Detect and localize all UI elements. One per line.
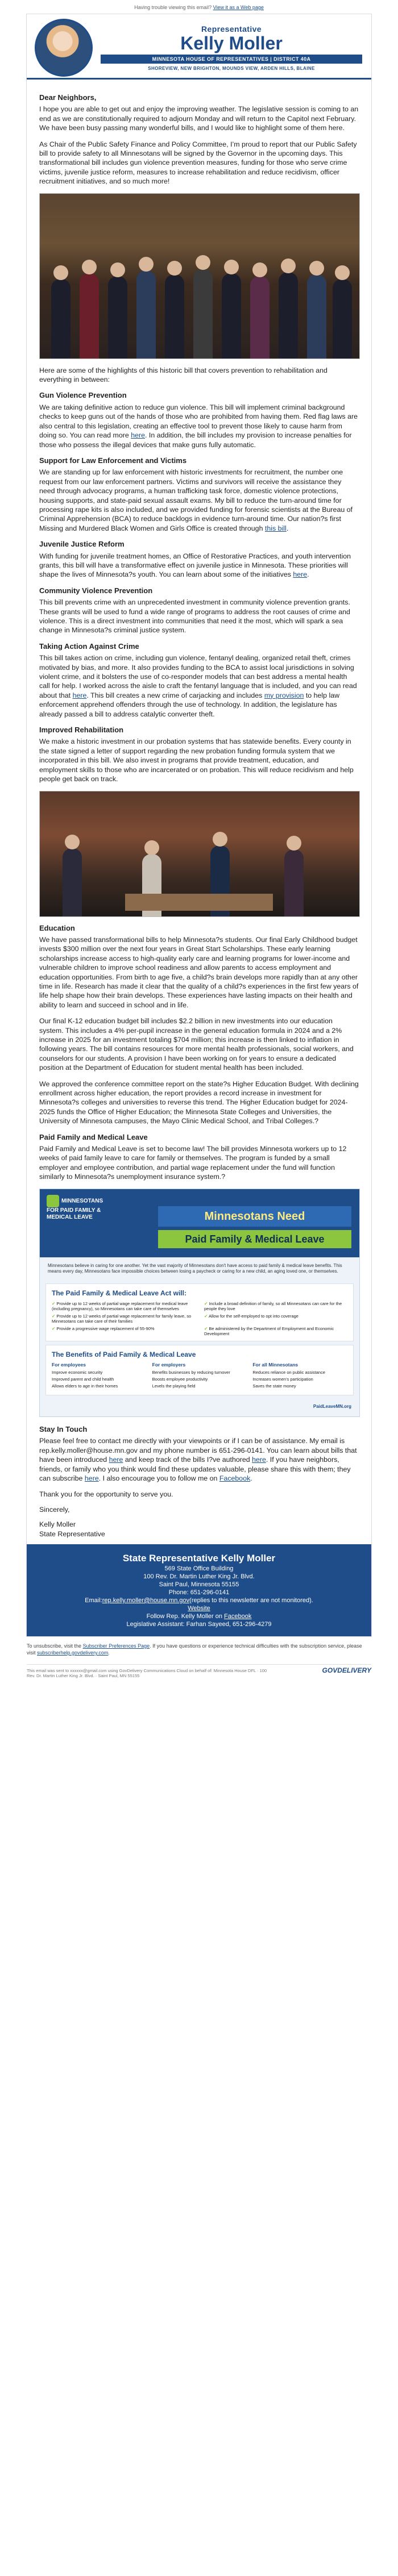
footer-email-label: Email: — [85, 1597, 102, 1604]
pfml-need-title: Minnesotans Need — [158, 1206, 351, 1227]
bill-signing-photo — [39, 791, 360, 917]
footer-title: State Representative Kelly Moller — [122, 1552, 276, 1564]
thanks-line: Thank you for the opportunity to serve you. — [39, 1490, 173, 1499]
signature-name: Kelly Moller — [39, 1520, 76, 1529]
rehab-paragraph: We make a historic investment in our probation systems that has statewide benefits. Every county in the state signed a letter of support regarding the new probation funding formula system that we incorporated in this bill. We also invest in programs that provide treatment, education, and employment skills to those who are incarcerated or on probation. This will reduce recidivism and help people get back on track. — [39, 737, 354, 783]
pfml-intro: Minnesotans believe in caring for one another. Yet the vast majority of Minnesotans don't have access to paid family & medical leave benefits. This means every day, Minnesotans face impossible choices between losing a paycheck or caring for a new child, an aging loved one, or themselves. — [48, 1262, 342, 1274]
paid-leave-infographic — [39, 1189, 360, 1417]
footer-email-line — [32, 1597, 366, 1604]
pfml-act-section — [45, 1283, 354, 1341]
header-cities: SHOREVIEW, NEW BRIGHTON, MOUNDS VIEW, ARDEN HILLS, BLAINE — [148, 66, 315, 71]
stay-text-3: . If you have neighbors, friends, or family who you think would find these updates valuable, please share this with them; they can subscribe — [39, 1456, 351, 1482]
gun-text-2: . In addition, the bill includes my provision to increase penalties for those who possess the illegal devices that make guns fully automatic. — [39, 431, 352, 449]
preheader — [0, 0, 398, 14]
footer-facebook-link[interactable]: Facebook — [224, 1612, 252, 1620]
stay-text-4: . I also encourage you to follow me on — [98, 1474, 218, 1482]
gun-violence-heading: Gun Violence Prevention — [39, 391, 127, 400]
enforcement-bill-link[interactable]: this bill — [264, 524, 287, 532]
fentanyl-link[interactable]: here — [72, 691, 87, 699]
footer-email-note: (replies to this newsletter are not monitored). — [189, 1597, 313, 1604]
community-heading: Community Violence Prevention — [39, 586, 153, 595]
subscribe-link[interactable]: here — [84, 1474, 99, 1482]
benefit-item: Boosts employee productivity — [152, 1377, 208, 1382]
govdelivery-logo: GOVDELIVERY — [322, 1666, 371, 1674]
juvenile-text: With funding for juvenile treatment homes, an Office of Restorative Practices, and youth intervention grants, this bill will have a transformative effect on juvenile justice in Minnesota. These priorities will shape the lives of Minnesota?s youth. You can learn about some of the initiatives — [39, 552, 351, 579]
pfml-benefits-section — [45, 1345, 354, 1395]
unsubscribe-note: To unsubscribe, visit the Subscriber Preferences Page. If you have questions or experience technical difficulties with the subscription service, please visit subscriberhelp.govdelivery.com. — [27, 1643, 362, 1656]
benefit-item: Increases women's participation — [252, 1377, 313, 1382]
benefit-column — [152, 1362, 247, 1390]
pfml-act-item: ✔ Provide up to 12 weeks of partial wage replacement for medical leave (including pregnancy), so Minnesotans can take care of themselves — [52, 1301, 195, 1311]
stay-in-touch-paragraph — [39, 1436, 359, 1483]
crime-text-2: . This bill creates a new crime of carjacking and includes — [86, 691, 263, 699]
newsletter-body — [27, 80, 371, 1544]
crime-text-3: to help law enforcement apprehend offenders through the use of technology. In addition, the legislature has already passed a bill to address catalytic converter theft. — [39, 691, 340, 718]
leave-heading: Paid Family and Medical Leave — [39, 1132, 148, 1141]
community-paragraph: This bill prevents crime with an unprecedented investment in community violence prevention grants. These grants will be used to fund a wide range of programs to address the root causes of crime and violence. This is a direct investment into communities that need it the most, which will spark a sea change in Minnesota?s criminal justice system. — [39, 598, 350, 635]
public-safety-paragraph: As Chair of the Public Safety Finance and Policy Committee, I’m proud to report that our Public Safety bill to provide safety to all Minnesotans will be signed by the Governor in the upcoming days. This transformational bill includes gun violence prevention measures, funding for those who serve crime victims, juvenile justice reform, measures to increase rehabilitation and reduce recidivism, officer recruitment initiatives, and so much more! — [39, 140, 357, 186]
legal-line-1: This email was sent to xxxxxx@gmail.com using GovDelivery Communications Cloud on behalf of: Minnesota House DFL · 100 — [27, 1668, 267, 1673]
provision-link[interactable]: my provision — [264, 691, 304, 699]
juvenile-paragraph — [39, 552, 359, 580]
benefit-column-title: For all Minnesotans — [252, 1362, 298, 1368]
header-district: MINNESOTA HOUSE OF REPRESENTATIVES | DISTRICT 40A — [101, 55, 362, 64]
header-name: Kelly Moller — [180, 33, 283, 53]
gun-read-more-link[interactable]: here — [131, 431, 146, 440]
infographic-banner — [40, 1189, 359, 1257]
pfml-act-title: The Paid Family & Medical Leave Act will: — [52, 1289, 186, 1297]
stay-text-5: . — [250, 1474, 252, 1482]
pfml-act-list — [52, 1301, 347, 1336]
benefit-column — [52, 1362, 147, 1390]
benefit-column-title: For employers — [152, 1362, 186, 1368]
gun-text: We are taking definitive action to reduce gun violence. This bill will implement criminal background checks to keep guns out of the hands of those who are prohibited from having them. Red flag laws are also central to this legislation, creating an effective tool to prevent those likely to cause harm from doing so. You can read more — [39, 403, 358, 440]
legal-line-2: Rev. Dr. Martin Luther King Jr. Blvd. · Saint Paul, MN 55155 — [27, 1673, 140, 1678]
enforcement-text: We are standing up for law enforcement with historic investments for recruitment, the number one request from our law enforcement partners. Victims and survivors will receive the assistance they need through advocacy programs, a human trafficking task force, domestic violence protections, housing supports, and state-paid sexual assault exams. My bill to reduce the turn-around time for processing rape kits is also included, and we provided funding for forensic scientists at the Bureau of Criminal Apprehension (BCA) to reduce backlogs in evidence turn-around time. Our nation?s first Missing and Murdered Black Women and Girls Office is created through — [39, 468, 353, 532]
benefit-column — [252, 1362, 347, 1390]
crime-paragraph — [39, 653, 359, 719]
crime-text: This bill takes action on crime, including gun violence, fentanyl dealing, organized retail theft, crimes motivated by bias, and more. It also provides funding to the BCA to assist local jurisdictions in solving violent crime, and it bolsters the use of co-responder models that can best address a mental health call for help. I worked across the aisle to craft the fentanyl language that is included, and you can read about that — [39, 654, 357, 699]
subscriber-preferences-link[interactable]: Subscriber Preferences Page — [82, 1643, 150, 1649]
education-paragraph-2: Our final K-12 education budget bill includes $2.2 billion in new investments into our education system. This includes a 4% per-pupil increase in the general education formula in 2024 and a 2% increase in 2025 for an investment totaling $704 million; this increase is then linked to inflation in following years. The bill contains resources for more mental health professionals, social workers, and counselors for our students. A provision I have been working on for years to ensure a dedicated position at the Department of Education for student mental health has been included. — [39, 1017, 354, 1072]
pfml-act-item: ✔ Allow for the self-employed to opt into coverage — [204, 1314, 347, 1324]
crime-heading: Taking Action Against Crime — [39, 641, 139, 651]
enforcement-text-2: . — [286, 524, 289, 532]
footer-follow-text: Follow Rep. Kelly Moller on — [146, 1612, 222, 1620]
footer-street: 100 Rev. Dr. Martin Luther King Jr. Blvd. — [143, 1573, 255, 1580]
pfml-logo-text: MINNESOTANS FOR PAID FAMILY & MEDICAL LEAVE — [47, 1198, 103, 1220]
email-container — [26, 14, 372, 1637]
representative-portrait — [35, 19, 93, 77]
footer-city: Saint Paul, Minnesota 55155 — [159, 1581, 239, 1588]
stay-text: Please feel free to contact me directly with your viewpoints or if I can be of assistance. My email is rep.kelly.moller@house.mn.gov and my phone number is 651-296-0141. You can learn about bills that have been introduced — [39, 1437, 357, 1464]
benefit-item: Improve economic security — [52, 1370, 103, 1375]
juvenile-link[interactable]: here — [293, 570, 308, 579]
stay-in-touch-heading: Stay In Touch — [39, 1424, 88, 1433]
highlights-intro: Here are some of the highlights of this historic bill that covers prevention to rehabilitation and everything in between: — [39, 366, 327, 384]
benefit-item: Reduces reliance on public assistance — [252, 1370, 325, 1375]
group-photo — [39, 193, 360, 359]
gun-violence-paragraph — [39, 403, 359, 449]
view-web-link[interactable]: View it as a Web page — [213, 5, 264, 10]
header-text — [101, 24, 362, 71]
unsub-text: To unsubscribe, visit the — [27, 1643, 82, 1649]
footer-follow-line — [32, 1612, 366, 1620]
pfml-act-item: ✔ Include a broad definition of family, so all Minnesotans can care for the people they love — [204, 1301, 347, 1311]
footer-email-link[interactable]: rep.kelly.moller@house.mn.gov — [102, 1597, 190, 1604]
footer-legislative-assistant: Legislative Assistant: Farhan Sayeed, 651-296-4279 — [126, 1620, 272, 1628]
footer-phone: Phone: 651-296-0141 — [168, 1589, 230, 1596]
unsub-text-2: . If you have questions or experience technical difficulties with the subscription service, please visit — [27, 1643, 362, 1656]
stay-text-2: and keep track of the bills I?ve authored — [125, 1456, 250, 1464]
intro-paragraph: I hope you are able to get out and enjoy the improving weather. The legislative session is coming to an end as we are constitutionally required to adjourn Monday and will return to the Capitol next February. We have been busy passing many wonderful bills, and I would like to highlight some of them here. — [39, 105, 359, 132]
header-role: Representative — [201, 24, 262, 34]
signature-block — [39, 1490, 359, 1539]
rehab-heading: Improved Rehabilitation — [39, 726, 124, 735]
newsletter-header — [27, 14, 371, 80]
legal-footer — [27, 1664, 371, 1678]
pfml-act-item: ✔ Provide up to 12 weeks of partial wage replacement for family leave, so Minnesotans can take care of their families — [52, 1314, 195, 1324]
benefit-item: Saves the state money — [252, 1383, 296, 1389]
benefit-item: Allows elders to age in their homes — [52, 1383, 118, 1389]
benefit-column-title: For employees — [52, 1362, 86, 1368]
signature-title: State Representative — [39, 1529, 105, 1538]
pfml-main-title: Paid Family & Medical Leave — [158, 1230, 351, 1248]
education-heading: Education — [39, 923, 75, 932]
facebook-link[interactable]: Facebook — [219, 1474, 251, 1482]
closing-line: Sincerely, — [39, 1505, 70, 1514]
subscriber-help-link[interactable]: subscriberhelp.govdelivery.com — [37, 1649, 109, 1656]
benefit-item: Benefits businesses by reducing turnover — [152, 1370, 230, 1375]
enforcement-paragraph — [39, 468, 359, 533]
leave-paragraph: Paid Family and Medical Leave is set to become law! The bill provides Minnesota workers up to 12 weeks of paid family leave to care for family or themselves. The program is funded by a small employer and employee contribution, and partial wage replacement under the fund will function similarly to Minnesota?s unemployment insurance system.? — [39, 1145, 347, 1181]
pfml-benefits-title: The Benefits of Paid Family & Medical Leave — [52, 1350, 196, 1359]
footer-office: 569 State Office Building — [164, 1565, 234, 1572]
pfml-act-item: ✔ Provide a progressive wage replacement of 55-90% — [52, 1326, 195, 1336]
education-paragraph-3: We approved the conference committee report on the state?s Higher Education Budget. With declining enrollment across higher education, the report provides a record increase in investment for Minnesota?s colleges and universities to reverse this trend. The Higher Education budget for 2024-2025 funds the Office of Higher Education; the Minnesota State Colleges and Universities, the University of Minnesota campuses, the Mayo Clinic Medical School, and Tribal Colleges.? — [39, 1079, 359, 1126]
education-paragraph-1: We have passed transformational bills to help Minnesota?s students. Our final Early Childhood budget invests $300 million over the next four years in Great Start Scholarships. These early learning scholarships increase access to high-quality early care and learning programs for lower-income and vulnerable children to improve school readiness and allow parents to access employment and education opportunities. From birth to age five, a child?s brain develops more rapidly than at any other time in life. Research has made it clear that the quality of a child?s experiences in the first few years of life help shape how their brain develops. These experiences have lasting impacts on their health and ability to learn and succeed in school and in life. — [39, 935, 359, 1009]
bills-authored-link[interactable]: here — [252, 1456, 266, 1464]
juvenile-heading: Juvenile Justice Reform — [39, 540, 125, 549]
juvenile-text-2: . — [307, 570, 309, 579]
pfml-logo — [47, 1195, 115, 1221]
preheader-text: Having trouble viewing this email? — [134, 5, 212, 10]
benefit-item: Levels the playing field — [152, 1383, 196, 1389]
pfml-benefit-columns — [52, 1362, 347, 1390]
enforcement-heading: Support for Law Enforcement and Victims — [39, 456, 187, 465]
contact-footer — [27, 1544, 371, 1636]
pfml-act-item: ✔ Be administered by the Department of Employment and Economic Development — [204, 1326, 347, 1336]
benefit-item: Improved parent and child health — [52, 1377, 114, 1382]
pfml-logo-icon — [47, 1195, 59, 1207]
greeting: Dear Neighbors, — [39, 93, 97, 102]
pfml-site: PaidLeaveMN.org — [313, 1404, 351, 1410]
footer-website-link[interactable]: Website — [188, 1604, 210, 1612]
bills-introduced-link[interactable]: here — [109, 1456, 123, 1464]
